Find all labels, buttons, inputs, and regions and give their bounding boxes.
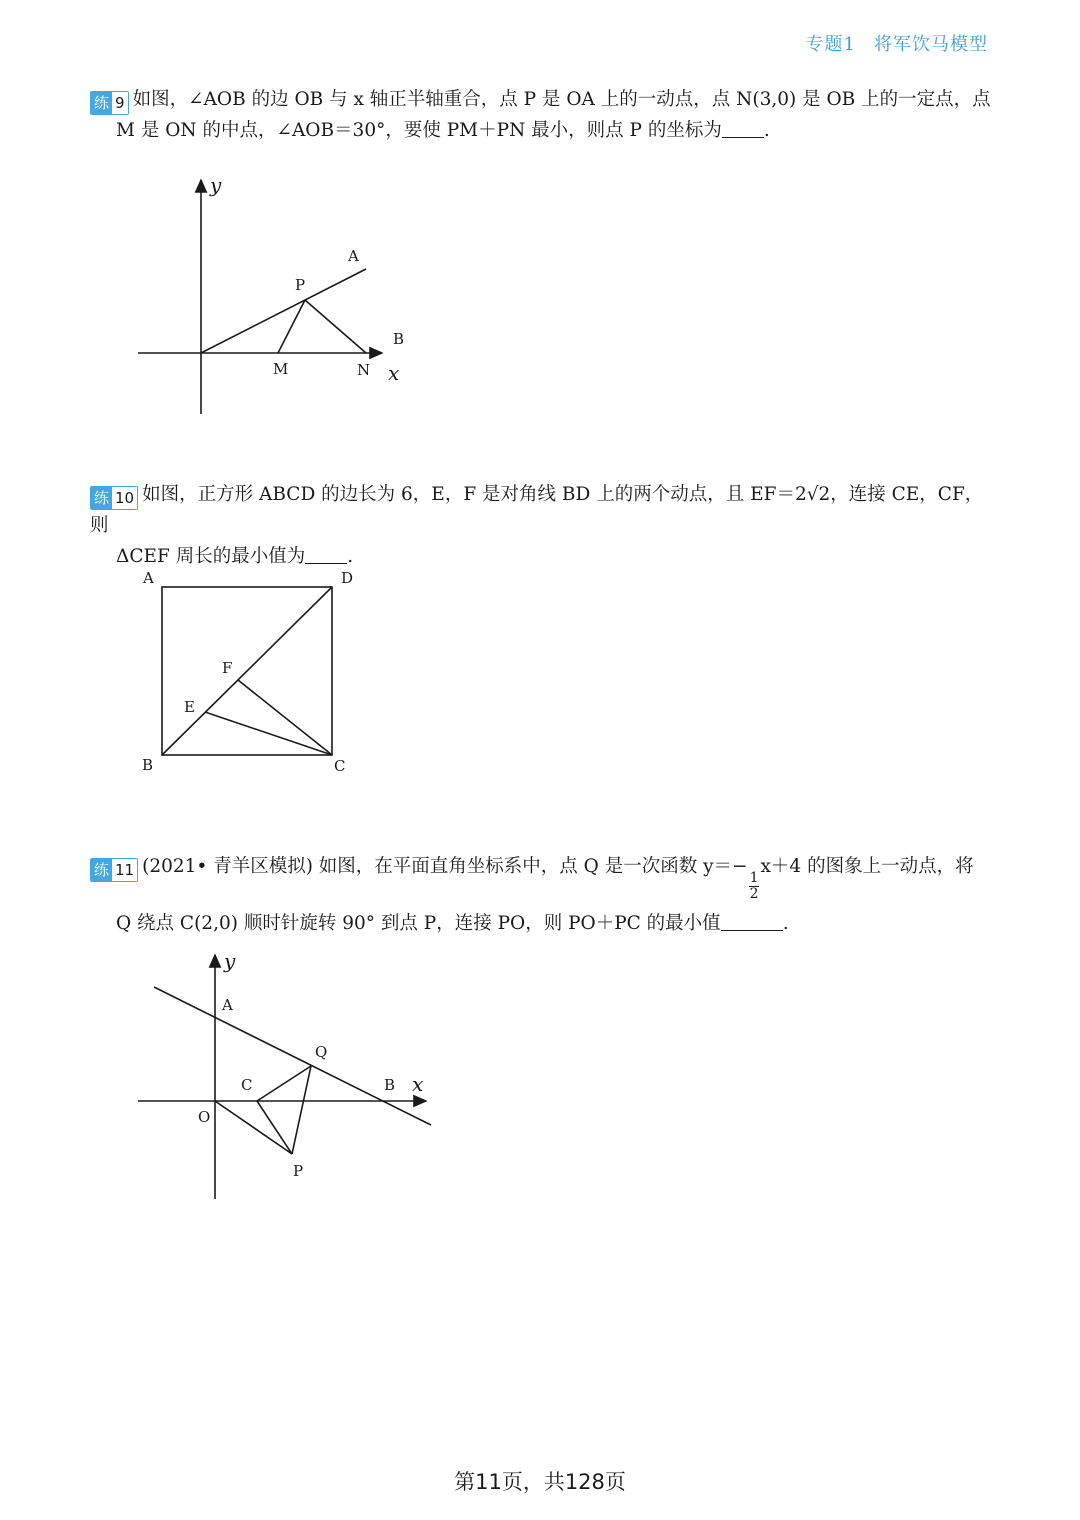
label-Q: Q [315,1043,328,1061]
problem-9-line2: M 是 ON 的中点，∠AOB＝30°，要使 PM＋PN 最小，则点 P 的坐标为 . [116,120,770,141]
label-B: B [393,330,405,348]
label-P: P [295,276,306,294]
y-axis-label: y [224,949,236,973]
problem-9 [90,84,995,146]
problem-11-line1 [90,851,995,902]
x-axis-label: x [388,361,400,385]
problem-9-text-2: M 是 ON 的中点，∠AOB＝30°，要使 PM＋PN 最小，则点 P 的坐标为 [116,120,722,141]
header-topic: 专题1 [805,34,856,55]
label-P: P [293,1162,304,1180]
page-footer [0,1466,1080,1496]
problem-10-line1 [90,479,995,541]
problem-10-line2: ΔCEF 周长的最小值为 . [116,546,354,567]
problem-9-text-1: 如图，∠AOB 的边 OB 与 x 轴正半轴重合，点 P 是 OA 上的一动点，点 N(3,0) 是 OB 上的一定点，点 [132,89,991,110]
problem-11-text-2: Q 绕点 C(2,0) 顺时针旋转 90° 到点 P，连接 PO，则 PO＋PC 的最小值 [116,913,721,934]
problem-10 [90,479,995,572]
segment-EC [205,712,332,755]
label-A: A [348,247,359,265]
label-C: C [334,757,346,775]
page-number-text: 第11页，共128页 [454,1470,626,1494]
problem-11 [90,851,995,939]
line-AB [154,987,431,1125]
segment-QP [292,1066,311,1154]
label-D: D [341,569,354,587]
problem-11-text-1b: x＋4 的图象上一动点，将 [760,856,974,877]
figure-11 [130,945,450,1205]
diagonal-BD [162,587,332,755]
answer-blank-11[interactable] [721,912,783,931]
segment-FC [238,680,332,755]
label-E: E [184,698,195,716]
label-M: M [273,360,289,378]
problem-10-text-1: 如图，正方形 ABCD 的边长为 6，E，F 是对角线 BD 上的两个动点，且 EF＝2√2，连接 CE，CF，则 [90,484,984,536]
fraction-one-half: $\frac{1}{2}$ [749,870,759,902]
segment-OP [215,1101,292,1154]
problem-11-line2: Q 绕点 C(2,0) 顺时针旋转 90° 到点 P，连接 PO，则 PO＋PC 的最小值 . [116,913,789,934]
problem-11-text-1: (2021• 青羊区模拟) 如图，在平面直角坐标系中，点 Q 是一次函数 y＝− [142,856,748,877]
problem-9-tag: 练 9 [90,91,129,115]
problem-10-text-2: ΔCEF 周长的最小值为 [116,546,306,567]
problem-9-line1 [90,84,995,115]
segment-PN [305,300,366,353]
label-B: B [384,1076,396,1094]
page-header [806,30,988,56]
label-O: O [198,1108,211,1126]
problem-10-tag: 练 10 [90,486,138,510]
label-N: N [357,361,371,379]
label-F: F [222,659,233,677]
answer-blank-9[interactable] [722,119,764,138]
y-axis-label: y [210,173,222,197]
ray-OA [201,269,366,353]
label-B: B [142,756,154,774]
segment-CQ [257,1066,311,1101]
x-axis-label: x [412,1072,424,1096]
segment-PM [278,300,305,353]
label-C: C [241,1076,253,1094]
header-title: 将军饮马模型 [874,34,988,55]
problem-11-tag: 练 11 [90,858,138,882]
figure-9 [130,170,430,420]
figure-10 [130,560,380,780]
segment-CP [257,1101,292,1154]
label-A: A [222,996,233,1014]
label-A: A [143,569,154,587]
